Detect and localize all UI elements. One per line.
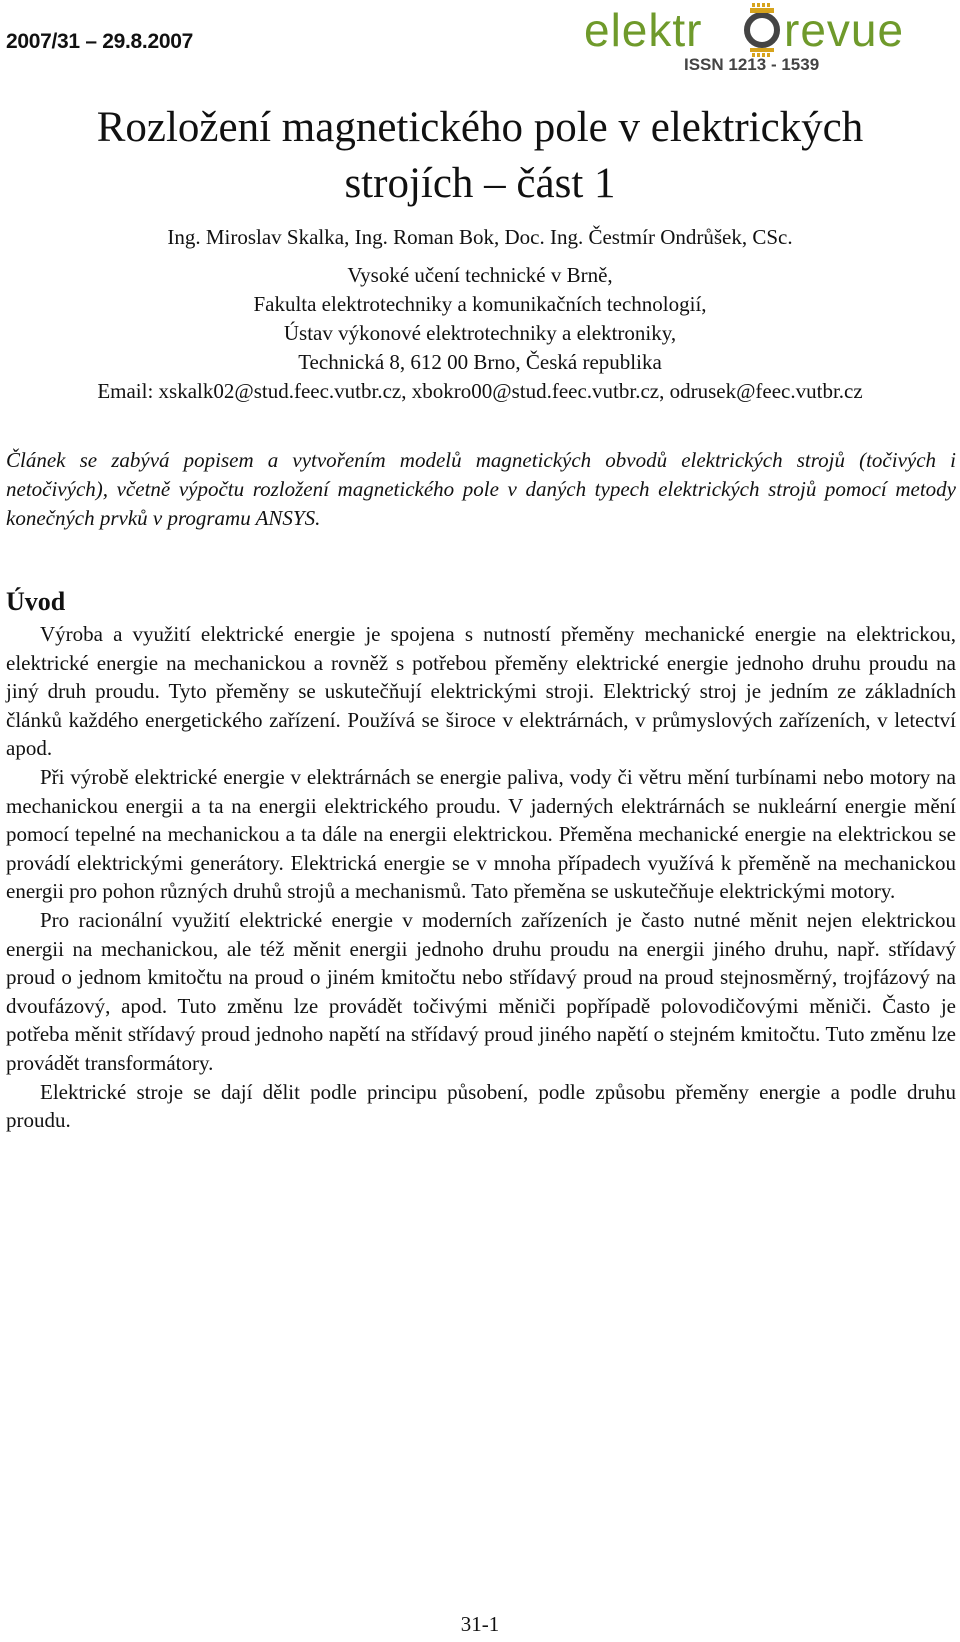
authors: Ing. Miroslav Skalka, Ing. Roman Bok, Doc. Ing. Čestmír Ondrůšek, CSc. xyxy=(167,225,793,249)
paragraph: Elektrické stroje se dají dělit podle principu působení, podle způsobu přeměny energie a podle druhu proudu. xyxy=(6,1079,956,1133)
logo-issn: ISSN 1213 - 1539 xyxy=(684,55,820,74)
elektrorevue-logo xyxy=(584,2,952,74)
section-body xyxy=(6,620,956,1135)
title-line-2: strojích – část 1 xyxy=(344,160,616,207)
logo-graphic xyxy=(584,2,952,74)
affiliation-line: Vysoké učení technické v Brně, xyxy=(347,263,613,287)
logo-wordmark-left: elektr xyxy=(584,4,703,56)
paragraph: Pro racionální využití elektrické energie v moderních zařízeních je často nutné měnit nejen elektrickou energii na mechanickou, ale též měnit energii jednoho druhu proudu na energii jiného druhu, např. střídavý proud o jednom kmitočtu na proud o jiném kmitočtu nebo střídavý proud na proud stejnosměrný, trojfázový na dvoufázový, apod. Tuto změnu lze provádět točivými měniči popřípadě polovodičovými měniči. Často je potřeba měnit střídavý proud jednoho napětí na střídavý proud jiného napětí o stejném kmitočtu. Tuto změnu lze provádět transformátory. xyxy=(6,907,956,1075)
article-title xyxy=(0,100,960,212)
logo-emblem xyxy=(747,3,777,57)
logo-wordmark-right: revue xyxy=(784,4,905,56)
email-line: Email: xskalk02@stud.feec.vutbr.cz, xbokro00@stud.feec.vutbr.cz, odrusek@feec.vutbr.cz xyxy=(97,379,863,403)
paragraph: Výroba a využití elektrické energie je spojena s nutností přeměny mechanické energie na elektrickou, elektrické energie na mechanickou a rovněž s potřebou přeměny elektrické energie jednoho druhu proudu na jiný druh proudu. Tyto přeměny se uskutečňují elektrickými stroji. Elektrický stroj je jedním ze základních článků každého energetického zařízení. Používá se široce v elektrárnách, v průmyslových zařízeních, v letectví apod. xyxy=(6,622,956,761)
affiliation xyxy=(0,261,960,406)
title-line-1: Rozložení magnetického pole v elektrických xyxy=(96,104,864,151)
affiliation-line: Technická 8, 612 00 Brno, Česká republika xyxy=(298,350,662,374)
section-heading: Úvod xyxy=(6,587,66,616)
affiliation-line: Ústav výkonové elektrotechniky a elektroniky, xyxy=(283,321,677,345)
affiliation-line: Fakulta elektrotechniky a komunikačních technologií, xyxy=(253,292,707,316)
page-number: 31-1 xyxy=(460,1612,500,1636)
abstract: Článek se zabývá popisem a vytvořením modelů magnetických obvodů elektrických strojů (točivých i netočivých), včetně výpočtu rozložení magnetického pole v daných typech elektrických strojů pomocí metody konečných prvků v programu ANSYS. xyxy=(6,448,956,530)
paragraph: Při výrobě elektrické energie v elektrárnách se energie paliva, vody či větru mění turbínami nebo motory na mechanickou energii a ta na energii elektrického proudu. V jaderných elektrárnách se nukleární energie mění pomocí tepelné na mechanickou a ta dále na energii elektrickou. Přeměna mechanické energie na elektrickou se provádí elektrickými generátory. Elektrická energie se v mnoha případech využívá k přeměně na mechanickou energii pro pohon různých druhů strojů a mechanismů. Tato přeměna se uskutečňuje elektrickými motory. xyxy=(6,764,956,904)
issue-date: 2007/31 – 29.8.2007 xyxy=(6,30,193,53)
